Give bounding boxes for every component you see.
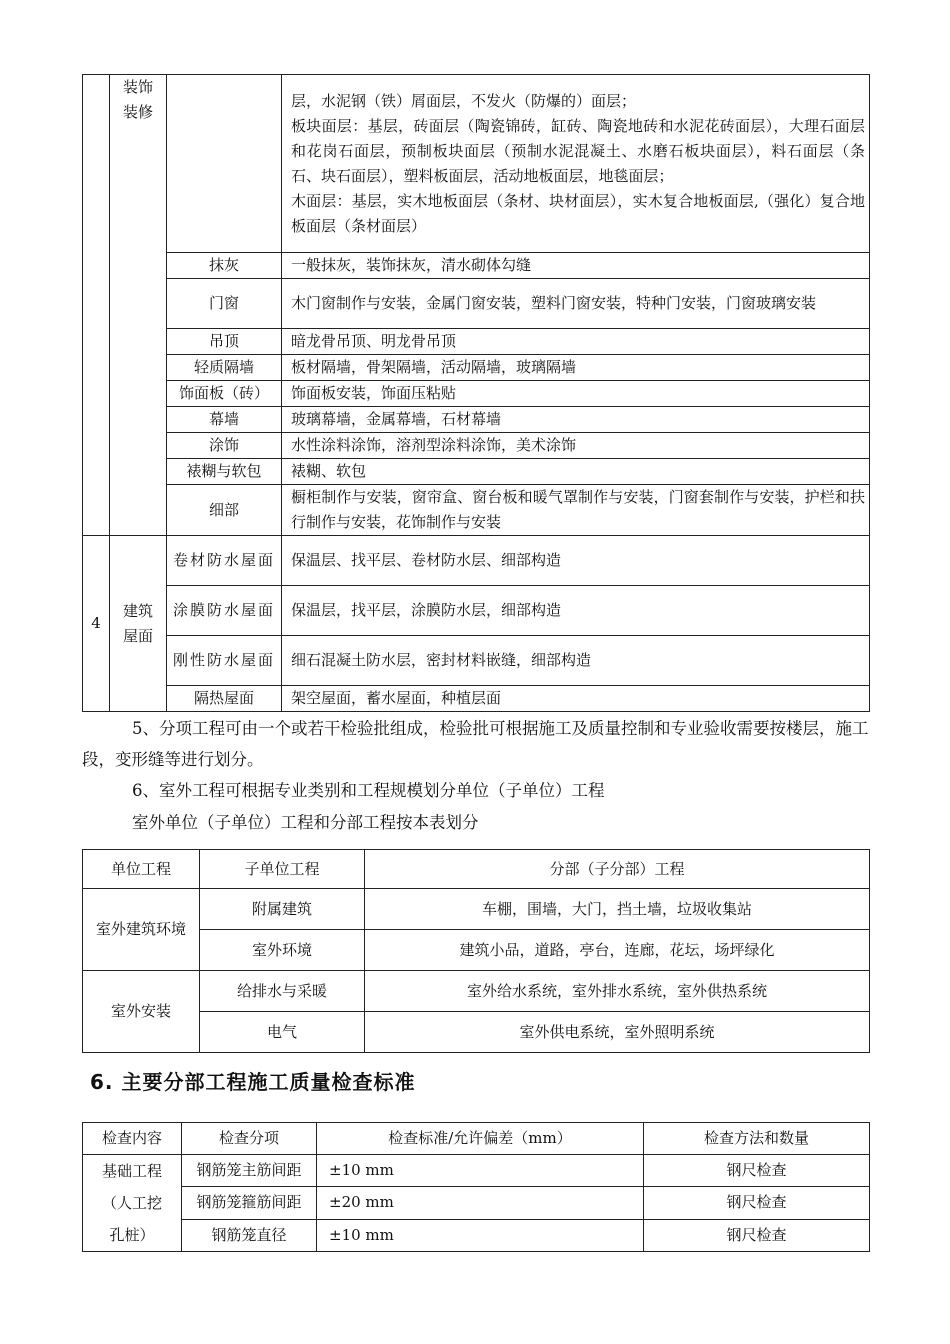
sub-division-name: 轻质隔墙 xyxy=(167,355,282,381)
header-sub-unit: 子单位工程 xyxy=(200,850,365,889)
check-content-line: 孔桩） xyxy=(109,1226,155,1244)
header-unit: 单位工程 xyxy=(83,850,200,889)
header-content: 检查内容 xyxy=(83,1123,182,1155)
sub-division-name: 抹灰 xyxy=(167,253,282,279)
sub-division-name: 裱糊与软包 xyxy=(167,459,282,485)
paragraph-6: 6、室外工程可根据专业类别和工程规模划分单位（子单位）工程 xyxy=(132,781,605,800)
check-method: 钢尺检查 xyxy=(644,1155,870,1187)
sub-division-name: 涂饰 xyxy=(167,433,282,459)
paragraph-7: 室外单位（子单位）工程和分部工程按本表划分 xyxy=(132,813,479,832)
check-standard: ±10 mm xyxy=(317,1155,644,1187)
sub-unit-name: 给排水与采暖 xyxy=(200,971,365,1012)
sub-division-name: 刚性防水屋面 xyxy=(167,636,282,686)
unit-name: 室外安装 xyxy=(83,971,200,1053)
sub-unit-name: 电气 xyxy=(200,1012,365,1053)
header-item: 检查分项 xyxy=(182,1123,317,1155)
check-item: 钢筋笼箍筋间距 xyxy=(182,1187,317,1219)
division-content: 裱糊、软包 xyxy=(282,459,870,485)
sub-unit-name: 室外环境 xyxy=(200,930,365,971)
check-standard: ±10 mm xyxy=(317,1219,644,1251)
division-content: 暗龙骨吊顶、明龙骨吊顶 xyxy=(282,329,870,355)
header-standard: 检查标准/允许偏差（mm） xyxy=(317,1123,644,1155)
sub-division-name: 吊顶 xyxy=(167,329,282,355)
division-content: 木门窗制作与安装，金属门窗安装，塑料门窗安装，特种门安装，门窗玻璃安装 xyxy=(282,279,870,329)
check-item: 钢筋笼直径 xyxy=(182,1219,317,1251)
sub-division-name: 门窗 xyxy=(167,279,282,329)
sub-division-name: 幕墙 xyxy=(167,407,282,433)
outdoor-works-table xyxy=(82,849,870,1053)
division-content: 橱柜制作与安装，窗帘盒、窗台板和暖气罩制作与安装，门窗套制作与安装，护栏和扶行制作与安装，花饰制作与安装 xyxy=(282,485,870,536)
sub-division-name: 涂膜防水屋面 xyxy=(167,586,282,636)
check-item: 钢筋笼主筋间距 xyxy=(182,1155,317,1187)
category-name-roof: 建筑屋面 xyxy=(110,536,167,712)
division-content: 室外供电系统，室外照明系统 xyxy=(365,1012,870,1053)
check-method: 钢尺检查 xyxy=(644,1187,870,1219)
header-division: 分部（子分部）工程 xyxy=(365,850,870,889)
check-method: 钢尺检查 xyxy=(644,1219,870,1251)
category-number-cell xyxy=(83,75,110,536)
sub-division-cell xyxy=(167,75,282,253)
check-content-line: 基础工程 xyxy=(101,1162,162,1180)
division-content: 室外给水系统，室外排水系统，室外供热系统 xyxy=(365,971,870,1012)
division-content: 板材隔墙，骨架隔墙，活动隔墙，玻璃隔墙 xyxy=(282,355,870,381)
sub-unit-name: 附属建筑 xyxy=(200,889,365,930)
division-content: 细石混凝土防水层，密封材料嵌缝，细部构造 xyxy=(282,636,870,686)
division-content: 一般抹灰，装饰抹灰，清水砌体勾缝 xyxy=(282,253,870,279)
division-content: 饰面板安装，饰面压粘贴 xyxy=(282,381,870,407)
paragraph-5: 5、分项工程可由一个或若干检验批组成，检验批可根据施工及质量控制和专业验收需要按楼层，施工段，变形缝等进行划分。 xyxy=(82,719,869,769)
quality-check-table xyxy=(82,1122,870,1252)
division-content-floor: 层，水泥钢（铁）屑面层，不发火（防爆的）面层； 板块面层：基层，砖面层（陶瓷锦砖，缸砖、陶瓷地砖和水泥花砖面层），大理石面层和花岗石面层，预制板块面层（预制水泥混凝土、水磨石板块面层），料石面层（条石、块石面层），塑料板面层，活动地板面层，地毯面层； 木面层：基层，实木地板面层（条材、块材面层），实木复合地板面层,（强化）复合地板面层（条材面层） xyxy=(282,75,870,253)
check-standard: ±20 mm xyxy=(317,1187,644,1219)
section-heading: 6. 主要分部工程施工质量检查标准 xyxy=(90,1070,416,1094)
division-content: 玻璃幕墙，金属幕墙，石材幕墙 xyxy=(282,407,870,433)
unit-name: 室外建筑环境 xyxy=(83,889,200,971)
sub-division-name: 细部 xyxy=(167,485,282,536)
check-content-line: （人工挖 xyxy=(101,1194,162,1212)
division-content: 建筑小品，道路，亭台，连廊，花坛，场坪绿化 xyxy=(365,930,870,971)
division-content: 保温层，找平层，涂膜防水层，细部构造 xyxy=(282,586,870,636)
sub-division-name: 隔热屋面 xyxy=(167,686,282,712)
division-content: 车棚，围墙，大门，挡土墙，垃圾收集站 xyxy=(365,889,870,930)
sub-division-name: 饰面板（砖） xyxy=(167,381,282,407)
division-content: 水性涂料涂饰，溶剂型涂料涂饰，美术涂饰 xyxy=(282,433,870,459)
division-content: 保温层、找平层、卷材防水层、细部构造 xyxy=(282,536,870,586)
category-number: 4 xyxy=(83,536,110,712)
division-table xyxy=(82,74,870,712)
division-content: 架空屋面，蓄水屋面，种植层面 xyxy=(282,686,870,712)
sub-division-name: 卷材防水屋面 xyxy=(167,536,282,586)
check-content xyxy=(83,1155,182,1252)
header-method: 检查方法和数量 xyxy=(644,1123,870,1155)
category-name-decoration: 装饰装修 xyxy=(110,75,167,536)
